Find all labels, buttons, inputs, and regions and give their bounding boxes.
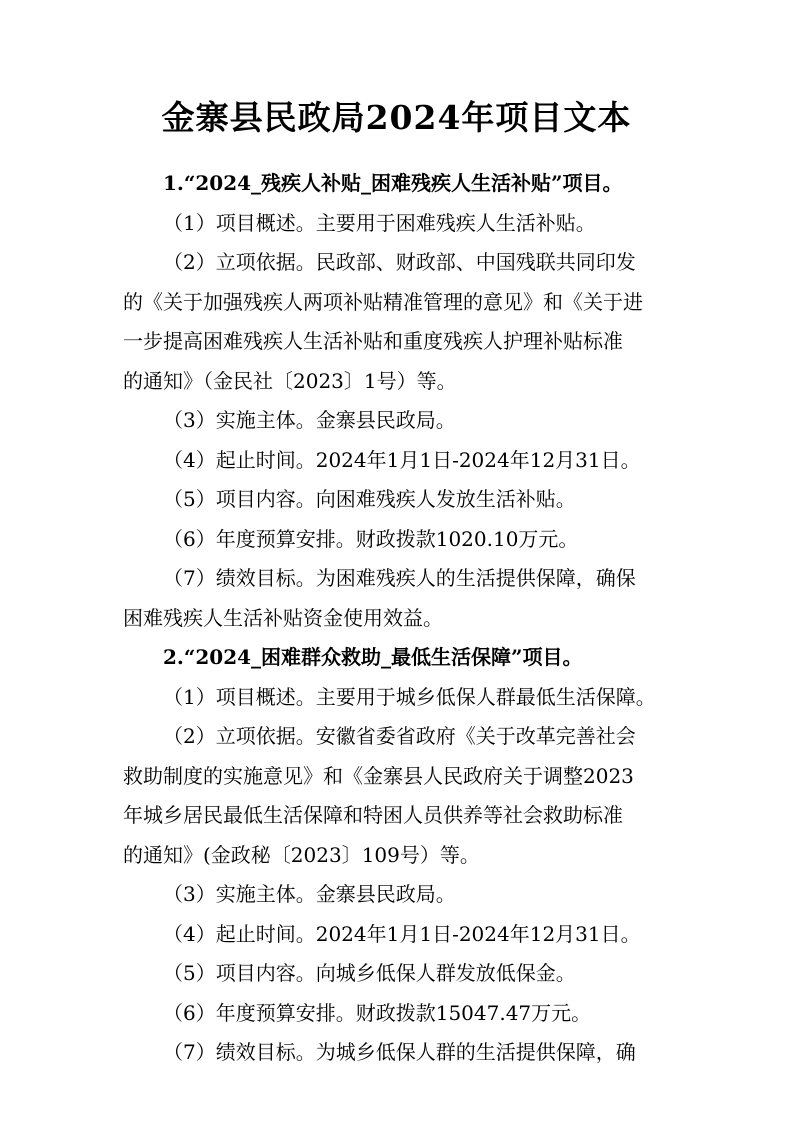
project-1-basis-line-1: （2）立项依据。民政部、财政部、中国残联共同印发 [163,250,636,274]
document-title: 金寨县民政局2024年项目文本 [161,98,632,137]
project-1-goal-line-2: 困难残疾人生活补贴资金使用效益。 [123,605,443,630]
project-2-overview: （1）项目概述。主要用于城乡低保人群最低生活保障。 [163,684,656,709]
document-body [123,164,675,1073]
project-2-period: （4）起止时间。2024年1月1日-2024年12月31日。 [163,921,641,946]
project-2-basis-line-4: 的通知》(金政秘〔2023〕109号）等。 [123,842,480,867]
project-1-basis-line-4: 的通知》（金民社〔2023〕1号）等。 [123,368,457,393]
project-1-budget: （6）年度预算安排。财政拨款1020.10万元。 [163,526,579,551]
project-2-heading: 2.“2024_困难群众救助_最低生活保障”项目。 [163,645,583,669]
project-1-basis-line-3: 一步提高困难残疾人生活补贴和重度残疾人护理补贴标准 [123,329,623,353]
project-1-heading: 1.“2024_残疾人补贴_困难残疾人生活补贴”项目。 [163,171,623,195]
project-2-budget: （6）年度预算安排。财政拨款15047.47万元。 [163,1000,592,1025]
project-2-implementer: （3）实施主体。金寨县民政局。 [163,882,456,906]
project-1-implementer: （3）实施主体。金寨县民政局。 [163,408,456,432]
project-2-basis-line-2: 救助制度的实施意见》和《金寨县人民政府关于调整2023 [123,763,634,788]
project-1-content: （5）项目内容。向困难残疾人发放生活补贴。 [163,487,576,511]
project-1-overview: （1）项目概述。主要用于困难残疾人生活补贴。 [163,210,596,235]
project-2-goal-line-1: （7）绩效目标。为城乡低保人群的生活提供保障，确 [163,1040,636,1064]
project-1-goal-line-1: （7）绩效目标。为困难残疾人的生活提供保障，确保 [163,566,636,590]
project-2-basis-line-3: 年城乡居民最低生活保障和特困人员供养等社会救助标准 [123,803,623,827]
project-1-basis-line-2: 的《关于加强残疾人两项补贴精准管理的意见》和《关于进 [123,289,643,314]
project-1-period: （4）起止时间。2024年1月1日-2024年12月31日。 [163,447,641,472]
project-2-basis-line-1: （2）立项依据。安徽省委省政府《关于改革完善社会 [163,724,636,748]
project-2-content: （5）项目内容。向城乡低保人群发放低保金。 [163,961,576,985]
